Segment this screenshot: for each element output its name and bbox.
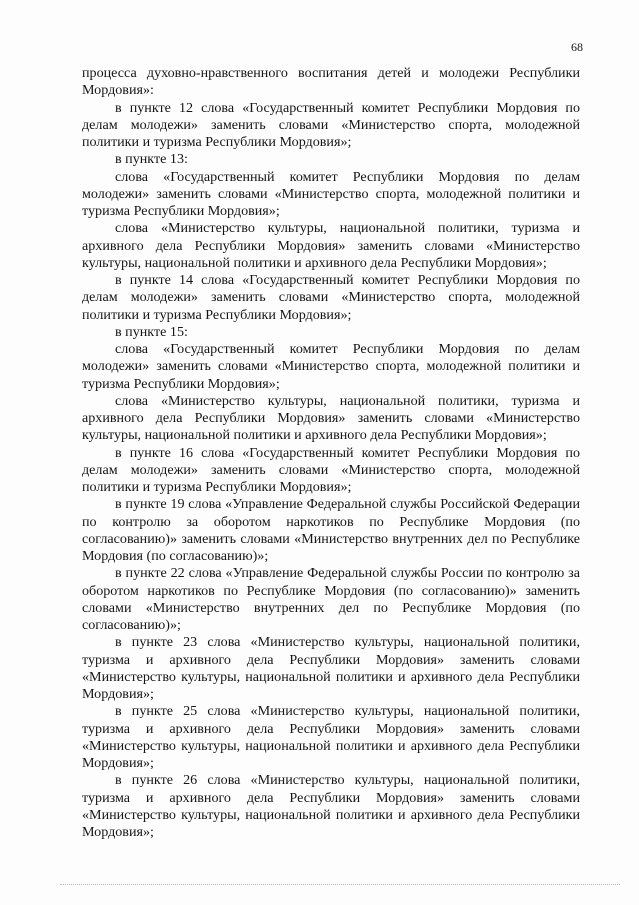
- scan-edge-line: [60, 884, 620, 885]
- paragraph: слова «Государственный комитет Республики Мордовия по делам молодежи» заменить словами «Министерство спорта, молодежной политики и туризма Республики Мордовия»;: [82, 341, 580, 392]
- paragraph: процесса духовно-нравственного воспитания детей и молодежи Республики Мордовия»:: [82, 65, 580, 99]
- paragraph: в пункте 22 слова «Управление Федеральной службы России по контролю за оборотом наркотиков по Республике Мордовия (по согласованию)» заменить словами «Министерство внутренних дел по Республике Мордовия (по согласованию)»;: [82, 565, 580, 633]
- document-body: [82, 65, 580, 841]
- paragraph: слова «Министерство культуры, национальной политики, туризма и архивного дела Республики Мордовия» заменить словами «Министерство культуры, национальной политики и архивного дела Республики Мордовия»;: [82, 220, 580, 271]
- paragraph: слова «Государственный комитет Республики Мордовия по делам молодежи» заменить словами «Министерство спорта, молодежной политики и туризма Республики Мордовия»;: [82, 168, 580, 219]
- paragraph: в пункте 12 слова «Государственный комитет Республики Мордовия по делам молодежи» заменить словами «Министерство спорта, молодежной политики и туризма Республики Мордовия»;: [82, 99, 580, 150]
- paragraph: в пункте 14 слова «Государственный комитет Республики Мордовия по делам молодежи» заменить словами «Министерство спорта, молодежной политики и туризма Республики Мордовия»;: [82, 272, 580, 323]
- paragraph: в пункте 13:: [115, 151, 188, 168]
- paragraph: в пункте 15:: [115, 323, 188, 340]
- paragraph: в пункте 16 слова «Государственный комитет Республики Мордовия по делам молодежи» заменить словами «Министерство спорта, молодежной политики и туризма Республики Мордовия»;: [82, 444, 580, 495]
- paragraph: слова «Министерство культуры, национальной политики, туризма и архивного дела Республики Мордовия» заменить словами «Министерство культуры, национальной политики и архивного дела Республики Мордовия»;: [82, 392, 580, 444]
- page-number: 68: [571, 40, 583, 54]
- paragraph: в пункте 23 слова «Министерство культуры, национальной политики, туризма и архивного дела Республики Мордовия» заменить словами «Министерство культуры, национальной политики и архивного дела Республики Мордовия»;: [82, 634, 580, 702]
- paragraph: в пункте 26 слова «Министерство культуры, национальной политики, туризма и архивного дела Республики Мордовия» заменить словами «Министерство культуры, национальной политики и архивного дела Республики Мордовия»;: [82, 772, 580, 840]
- paragraph: в пункте 19 слова «Управление Федеральной службы Российской Федерации по контролю за оборотом наркотиков по Республике Мордовия (по согласованию)» заменить словами «Министерство внутренних дел по Республике Мордовия (по согласованию)»;: [82, 496, 580, 564]
- paragraph: в пункте 25 слова «Министерство культуры, национальной политики, туризма и архивного дела Республики Мордовия» заменить словами «Министерство культуры, национальной политики и архивного дела Республики Мордовия»;: [82, 703, 580, 771]
